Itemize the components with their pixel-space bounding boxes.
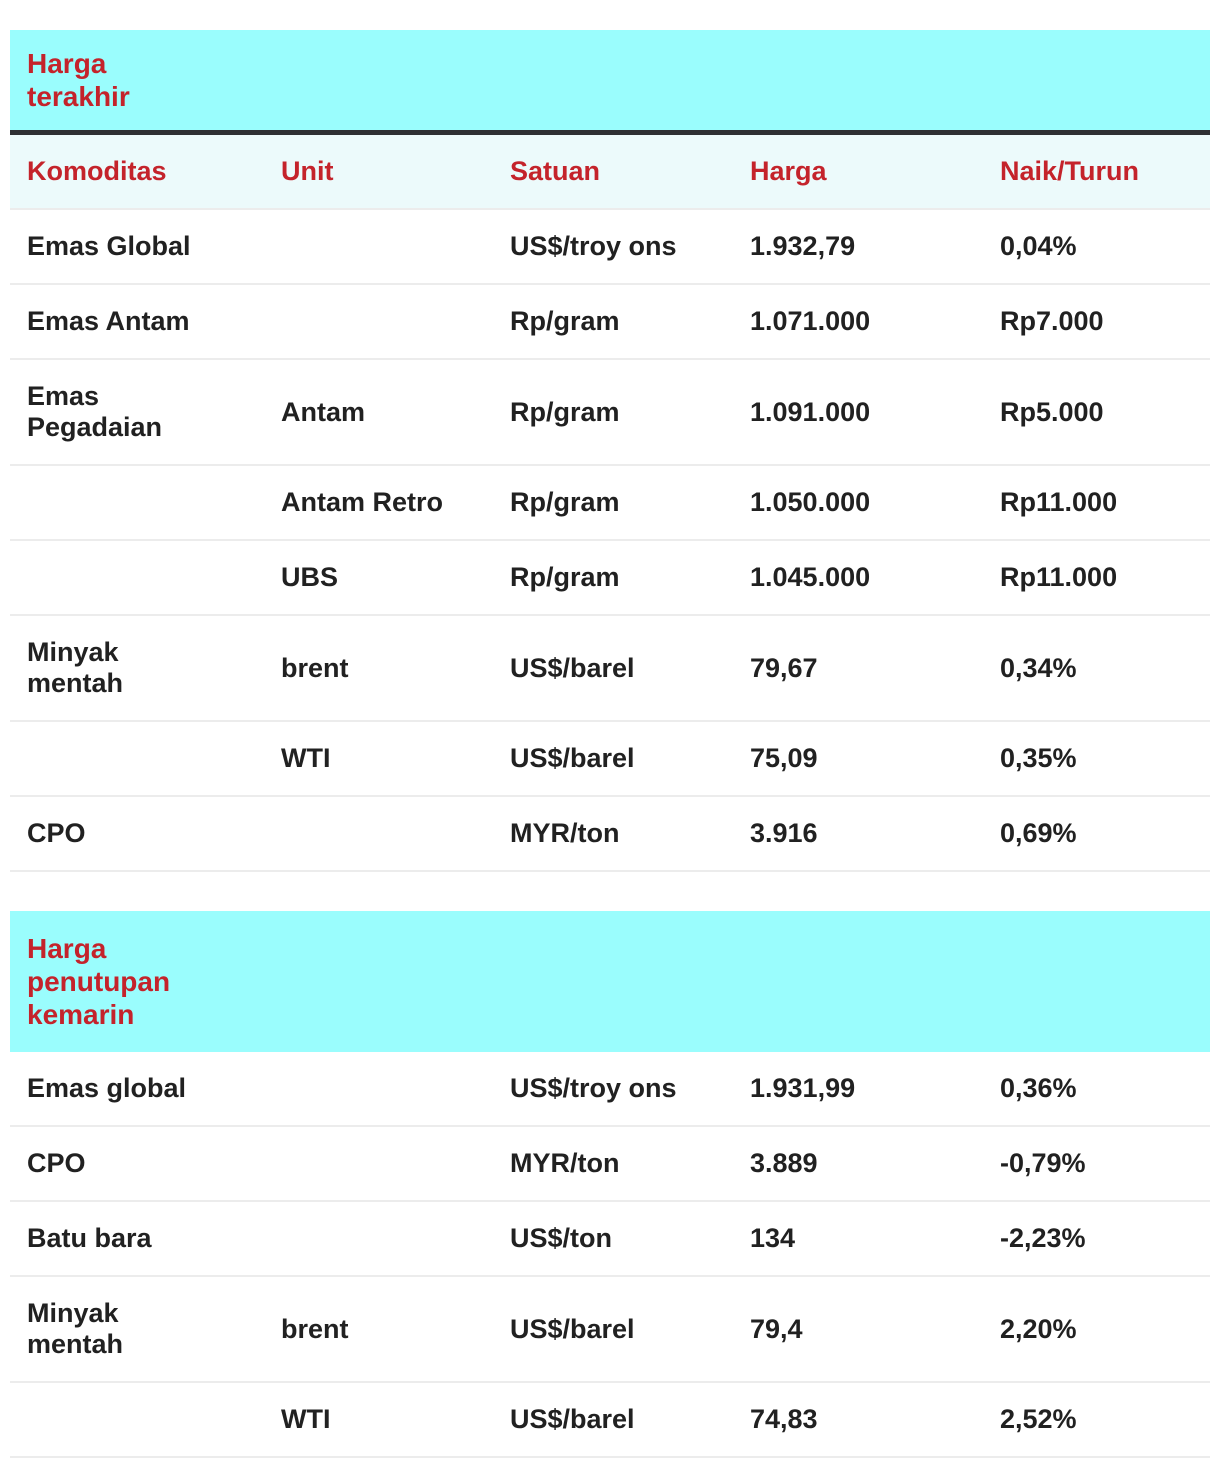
cell-harga xyxy=(733,1148,983,1179)
cell-naik-turun xyxy=(983,1223,1210,1254)
cell-harga xyxy=(733,818,983,849)
cell-naik-turun xyxy=(983,818,1210,849)
cell-text: 79,67 xyxy=(750,652,818,683)
table-row xyxy=(10,1277,1210,1383)
cell-text: US$/barel xyxy=(510,652,635,683)
cell-text: Rp/gram xyxy=(510,487,620,517)
cell-text: brent xyxy=(281,1313,349,1344)
column-header-satuan: Satuan xyxy=(510,156,601,186)
cell-satuan xyxy=(493,306,733,337)
cell-text: Emas Global xyxy=(27,231,191,261)
cell-satuan xyxy=(493,231,733,262)
cell-unit xyxy=(264,653,493,684)
cell-text: Rp/gram xyxy=(510,562,620,592)
cell-unit xyxy=(264,562,493,593)
cell-harga xyxy=(733,231,983,262)
table-row xyxy=(10,1202,1210,1277)
table-harga-penutupan-kemarin xyxy=(10,911,1210,1458)
cell-text: -0,79% xyxy=(1000,1148,1086,1178)
cell-text: 1.050.000 xyxy=(750,487,871,517)
cell-text: 1.932,79 xyxy=(750,231,856,261)
cell-komoditas xyxy=(10,231,264,262)
cell-text: Rp5.000 xyxy=(1000,396,1104,427)
cell-komoditas xyxy=(10,818,264,849)
cell-naik-turun xyxy=(983,1404,1210,1435)
cell-naik-turun xyxy=(983,1073,1210,1104)
table-harga-terakhir xyxy=(10,30,1210,872)
cell-harga xyxy=(733,743,983,774)
cell-naik-turun xyxy=(983,397,1210,428)
cell-harga xyxy=(733,562,983,593)
cell-harga xyxy=(733,397,983,428)
cell-text: WTI xyxy=(281,1404,331,1434)
cell-text: US$/troy ons xyxy=(510,231,677,261)
cell-text: brent xyxy=(281,652,349,683)
cell-text: 1.045.000 xyxy=(750,562,871,592)
cell-naik-turun xyxy=(983,231,1210,262)
table-row xyxy=(10,541,1210,616)
title-band-harga-penutupan-kemarin xyxy=(10,911,1210,1052)
column-header-unit: Unit xyxy=(281,156,334,186)
cell-text: 0,34% xyxy=(1000,652,1077,683)
table-row xyxy=(10,1052,1210,1127)
cell-text: 2,52% xyxy=(1000,1404,1077,1434)
cell-naik-turun xyxy=(983,1148,1210,1179)
cell-text: Minyak mentah xyxy=(27,637,124,698)
cell-text: 74,83 xyxy=(750,1404,818,1434)
cell-komoditas xyxy=(10,562,264,593)
table-body-harga-terakhir xyxy=(10,210,1210,872)
column-header-naik-turun: Naik/Turun xyxy=(1000,156,1140,186)
cell-unit xyxy=(264,397,493,428)
cell-unit xyxy=(264,1314,493,1345)
cell-text: 0,69% xyxy=(1000,818,1077,848)
cell-text: 0,35% xyxy=(1000,743,1077,773)
cell-text: 1.091.000 xyxy=(750,396,871,427)
table-title: Harga terakhir xyxy=(27,48,130,112)
cell-harga xyxy=(733,653,983,684)
cell-satuan xyxy=(493,818,733,849)
table-row xyxy=(10,1127,1210,1202)
table-row xyxy=(10,466,1210,541)
cell-komoditas xyxy=(10,1223,264,1254)
cell-harga xyxy=(733,1404,983,1435)
cell-satuan xyxy=(493,1073,733,1104)
cell-text: Antam xyxy=(281,396,366,427)
cell-text: 3.889 xyxy=(750,1148,818,1178)
table-row xyxy=(10,285,1210,360)
cell-satuan xyxy=(493,1148,733,1179)
table-row xyxy=(10,797,1210,872)
cell-text: -2,23% xyxy=(1000,1223,1086,1253)
cell-text: 0,36% xyxy=(1000,1073,1077,1103)
cell-text: 1.071.000 xyxy=(750,306,871,336)
cell-harga xyxy=(733,1314,983,1345)
column-header-row xyxy=(10,135,1210,210)
cell-text: Antam Retro xyxy=(281,487,444,517)
cell-text: 2,20% xyxy=(1000,1313,1077,1344)
cell-komoditas xyxy=(10,381,264,443)
cell-satuan xyxy=(493,1314,733,1345)
cell-satuan xyxy=(493,562,733,593)
cell-naik-turun xyxy=(983,562,1210,593)
cell-text: Emas Pegadaian xyxy=(27,381,163,442)
cell-komoditas xyxy=(10,487,264,518)
cell-naik-turun xyxy=(983,306,1210,337)
cell-text: Rp11.000 xyxy=(1000,487,1118,517)
cell-naik-turun xyxy=(983,1314,1210,1345)
column-header-harga: Harga xyxy=(750,156,827,186)
cell-text: 1.931,99 xyxy=(750,1073,856,1103)
table-title: Harga penutupan kemarin xyxy=(27,933,171,1030)
cell-text: US$/ton xyxy=(510,1223,613,1253)
title-band-harga-terakhir xyxy=(10,30,1210,130)
cell-satuan xyxy=(493,397,733,428)
table-row xyxy=(10,360,1210,466)
table-row xyxy=(10,1383,1210,1458)
cell-text: Minyak mentah xyxy=(27,1298,124,1359)
cell-text: US$/barel xyxy=(510,1313,635,1344)
cell-text: MYR/ton xyxy=(510,818,620,848)
cell-text: CPO xyxy=(27,1148,86,1178)
table-body-harga-penutupan-kemarin xyxy=(10,1052,1210,1458)
cell-komoditas xyxy=(10,1298,264,1360)
cell-satuan xyxy=(493,1404,733,1435)
cell-text: Emas global xyxy=(27,1073,187,1103)
table-row xyxy=(10,210,1210,285)
cell-text: 0,04% xyxy=(1000,231,1077,261)
cell-text: UBS xyxy=(281,562,339,592)
cell-text: MYR/ton xyxy=(510,1148,620,1178)
column-header-komoditas: Komoditas xyxy=(27,156,167,186)
cell-naik-turun xyxy=(983,743,1210,774)
cell-text: Emas Antam xyxy=(27,306,190,336)
cell-unit xyxy=(264,743,493,774)
cell-text: 3.916 xyxy=(750,818,818,848)
cell-harga xyxy=(733,487,983,518)
table-row xyxy=(10,722,1210,797)
cell-text: 134 xyxy=(750,1223,796,1253)
cell-harga xyxy=(733,306,983,337)
cell-komoditas xyxy=(10,637,264,699)
cell-text: Rp/gram xyxy=(510,396,620,427)
cell-text: 79,4 xyxy=(750,1313,803,1344)
cell-satuan xyxy=(493,743,733,774)
cell-text: Rp11.000 xyxy=(1000,562,1118,592)
cell-satuan xyxy=(493,1223,733,1254)
cell-harga xyxy=(733,1073,983,1104)
cell-text: WTI xyxy=(281,743,331,773)
cell-naik-turun xyxy=(983,487,1210,518)
cell-text: US$/barel xyxy=(510,1404,635,1434)
table-row xyxy=(10,616,1210,722)
cell-text: Rp7.000 xyxy=(1000,306,1104,336)
cell-text: Rp/gram xyxy=(510,306,620,336)
cell-satuan xyxy=(493,487,733,518)
cell-komoditas xyxy=(10,306,264,337)
cell-text: US$/troy ons xyxy=(510,1073,677,1103)
cell-satuan xyxy=(493,653,733,684)
cell-komoditas xyxy=(10,1148,264,1179)
cell-komoditas xyxy=(10,743,264,774)
cell-naik-turun xyxy=(983,653,1210,684)
cell-komoditas xyxy=(10,1404,264,1435)
cell-text: Batu bara xyxy=(27,1223,152,1253)
cell-komoditas xyxy=(10,1073,264,1104)
cell-harga xyxy=(733,1223,983,1254)
cell-unit xyxy=(264,1404,493,1435)
cell-text: US$/barel xyxy=(510,743,635,773)
cell-unit xyxy=(264,487,493,518)
cell-text: 75,09 xyxy=(750,743,818,773)
cell-text: CPO xyxy=(27,818,86,848)
